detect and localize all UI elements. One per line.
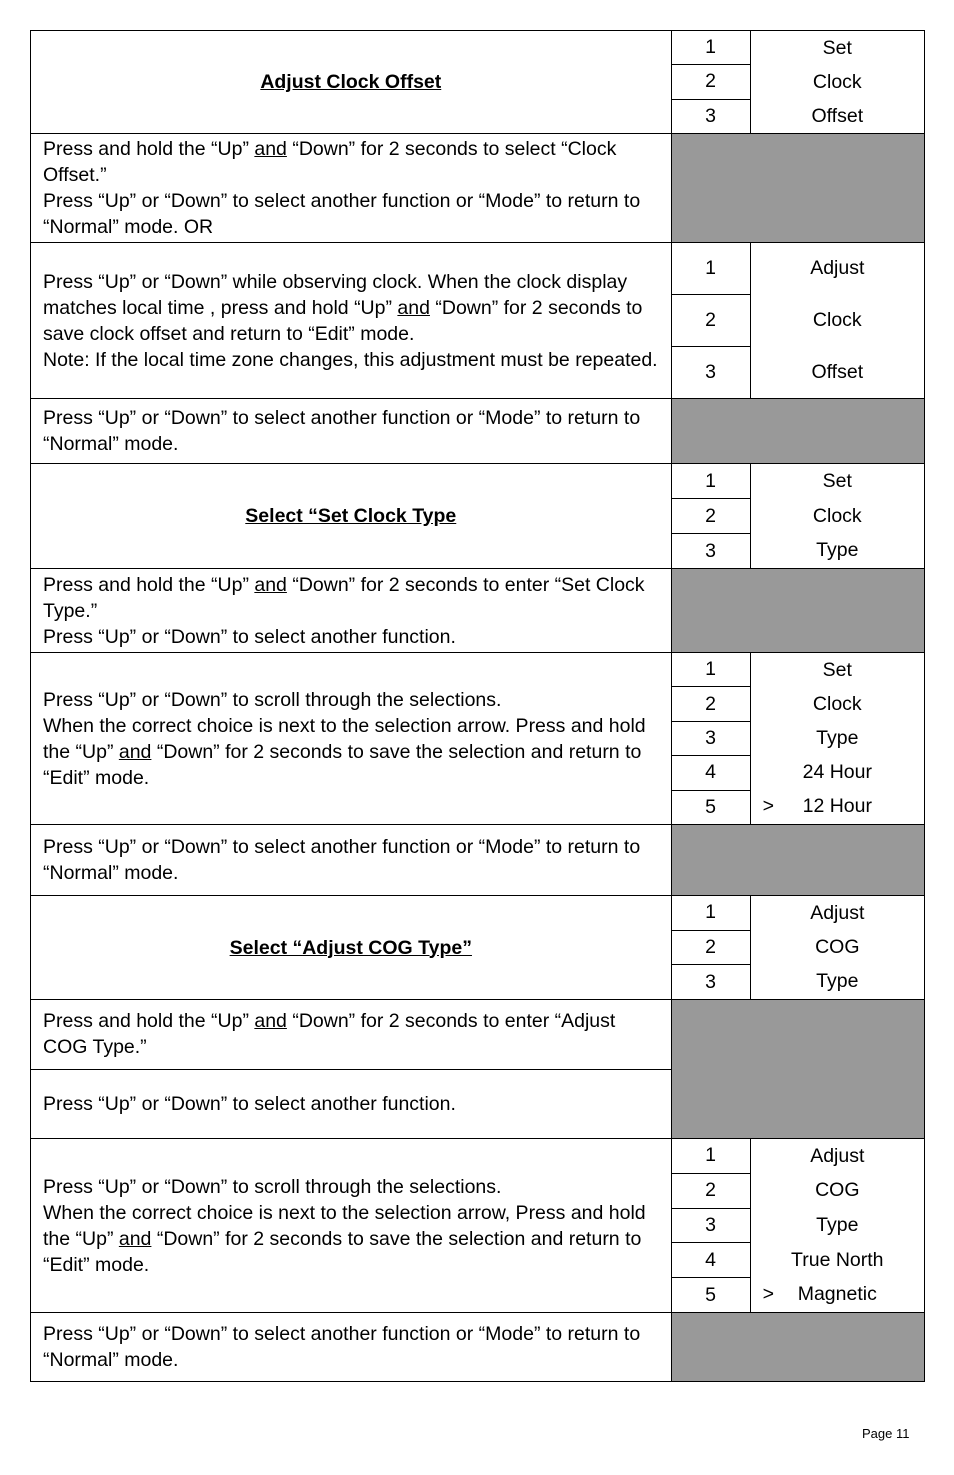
- text: Press “Up” or “Down” to select another function or “Mode” to return to “Normal” mode. OR: [43, 190, 641, 238]
- lcd-line: Clock: [812, 692, 862, 715]
- row-instruction: [30, 243, 925, 399]
- section-title: [31, 464, 672, 568]
- text: “Down” for 2 seconds to enter “Set Clock Type.”: [43, 573, 645, 622]
- text: “Down” for 2 seconds to select “Clock Offset.”: [43, 138, 617, 186]
- page-number: Page 11: [862, 1426, 910, 1441]
- text: Press “Up” or “Down” while observing clock. When the clock display matches local time , press and hold “Up”: [43, 270, 628, 319]
- lcd-line: Adjust: [810, 901, 865, 924]
- instruction-text: [31, 243, 672, 398]
- text: When the correct choice is next to the selection arrow, Press and hold the “Up”: [43, 1201, 646, 1250]
- row-instruction: [30, 1313, 925, 1382]
- text-and: and: [254, 138, 287, 160]
- lcd-line: Type: [816, 727, 859, 749]
- lcd-display: [672, 653, 924, 824]
- section-title: [31, 896, 672, 999]
- text: Press and hold the “Up”: [43, 138, 255, 160]
- lcd-display: [672, 243, 924, 398]
- row-instruction: [30, 825, 925, 896]
- line-number: 3: [672, 346, 750, 398]
- lcd-line: Clock: [812, 309, 862, 331]
- lcd-line: COG: [815, 935, 860, 958]
- blank-cell: [672, 1000, 924, 1138]
- instruction-text: [31, 1139, 672, 1312]
- row-instruction: [30, 1139, 925, 1313]
- lcd-line-text: Magnetic: [797, 1283, 877, 1306]
- instruction-text: [31, 825, 672, 895]
- line-number: 3: [672, 99, 750, 133]
- line-number: 2: [672, 64, 750, 98]
- line-number: 1: [705, 36, 716, 59]
- line-number: 3: [672, 1208, 750, 1243]
- line-number: 1: [705, 658, 716, 681]
- line-number: 1: [705, 901, 716, 924]
- lcd-line-selected: [751, 790, 924, 824]
- blank-cell: [672, 134, 924, 242]
- row-instruction-pair: [30, 1000, 925, 1139]
- line-number: 2: [672, 294, 750, 346]
- line-number: 2: [672, 1173, 750, 1208]
- text: Press “Up” or “Down” to select another function or “Mode” to return to “Normal” mode.: [43, 407, 641, 455]
- text: When the correct choice is next to the selection arrow. Press and hold the “Up”: [43, 714, 646, 763]
- lcd-display: [672, 31, 924, 133]
- line-number: 1: [705, 1144, 716, 1167]
- row-adjust-clock-offset-title: [30, 30, 925, 134]
- instruction-text: [31, 569, 672, 652]
- line-number: 5: [672, 790, 750, 824]
- text: Press “Up” or “Down” to scroll through the selections.: [43, 688, 502, 711]
- selection-arrow-icon: >: [762, 1283, 774, 1306]
- text-and: and: [254, 573, 287, 596]
- text: Press and hold the “Up”: [43, 1010, 255, 1033]
- lcd-display: [672, 464, 924, 568]
- lcd-line-selected: [751, 1277, 924, 1312]
- line-number: 3: [672, 721, 750, 755]
- text: Press “Up” or “Down” to select another function or “Mode” to return to “Normal” mode.: [43, 836, 641, 884]
- line-number: 2: [672, 498, 750, 533]
- text: “Down” for 2 seconds to save clock offset and return to “Edit” mode.: [43, 296, 643, 345]
- lcd-line: Adjust: [810, 257, 865, 280]
- select-cog-title: Select “Adjust COG Type”: [229, 936, 472, 959]
- instruction-stack: [31, 1000, 672, 1138]
- text: “Down” for 2 seconds to save the selection and return to “Edit” mode.: [43, 1227, 642, 1276]
- line-number: 4: [672, 755, 750, 789]
- lcd-display: [672, 1139, 924, 1312]
- row-instruction: [30, 399, 925, 464]
- lcd-line: Clock: [812, 504, 862, 527]
- selection-arrow-icon: >: [762, 795, 774, 818]
- row-instruction: [30, 653, 925, 825]
- lcd-display: [672, 896, 924, 999]
- line-number: 4: [672, 1242, 750, 1277]
- adjust-clock-offset-title: Adjust Clock Offset: [260, 71, 442, 93]
- lcd-line: Set: [822, 36, 852, 59]
- line-number: 3: [672, 533, 750, 568]
- line-number: 3: [672, 964, 750, 999]
- instruction-table: [30, 30, 925, 1382]
- line-number: 1: [705, 469, 716, 492]
- text: Press and hold the “Up”: [43, 573, 255, 596]
- line-number: 5: [672, 1277, 750, 1312]
- text-and: and: [397, 296, 430, 319]
- blank-cell: [672, 1313, 924, 1381]
- text: “Down” for 2 seconds to enter “Adjust COG Type.”: [43, 1010, 616, 1059]
- lcd-line: True North: [791, 1248, 884, 1271]
- instruction-text: [31, 653, 672, 824]
- row-select-clock-type-title: [30, 464, 925, 569]
- lcd-line: 24 Hour: [802, 761, 872, 784]
- line-number: 2: [672, 686, 750, 720]
- row-instruction: [30, 569, 925, 653]
- lcd-line: Offset: [811, 360, 864, 383]
- text: “Down” for 2 seconds to save the selection and return to “Edit” mode.: [43, 740, 642, 789]
- lcd-line: Offset: [811, 104, 864, 127]
- text: Press “Up” or “Down” to select another function.: [43, 625, 456, 648]
- instruction-text: [31, 399, 672, 463]
- row-instruction: [30, 134, 925, 243]
- blank-cell: [672, 399, 924, 463]
- section-title: [31, 31, 672, 133]
- instruction-text: [31, 1069, 671, 1139]
- text: Press “Up” or “Down” to select another function.: [43, 1092, 456, 1115]
- lcd-line: Set: [822, 469, 852, 492]
- select-clock-type-title: Select “Set Clock Type: [245, 505, 457, 527]
- lcd-line: Type: [816, 539, 859, 562]
- text: Press “Up” or “Down” to scroll through the selections.: [43, 1175, 502, 1198]
- blank-cell: [672, 825, 924, 895]
- text: Press “Up” or “Down” to select another function or “Mode” to return to “Normal” mode.: [43, 1323, 641, 1371]
- text-and: and: [254, 1010, 287, 1033]
- instruction-text: [31, 1000, 671, 1069]
- lcd-line: Adjust: [810, 1144, 865, 1167]
- lcd-line: COG: [815, 1179, 860, 1202]
- lcd-line: Type: [816, 970, 859, 993]
- line-number: 1: [705, 257, 716, 279]
- text-and: and: [118, 1227, 152, 1250]
- text-and: and: [118, 740, 152, 763]
- line-number: 2: [672, 930, 750, 965]
- row-select-cog-title: [30, 896, 925, 1000]
- lcd-line: Clock: [812, 70, 862, 93]
- lcd-line-text: 12 Hour: [802, 795, 872, 818]
- text: Note: If the local time zone changes, this adjustment must be repeated.: [43, 348, 658, 371]
- lcd-line: Set: [822, 658, 852, 681]
- blank-cell: [672, 569, 924, 652]
- lcd-line: Type: [816, 1213, 859, 1236]
- instruction-text: [31, 134, 672, 242]
- instruction-text: [31, 1313, 672, 1381]
